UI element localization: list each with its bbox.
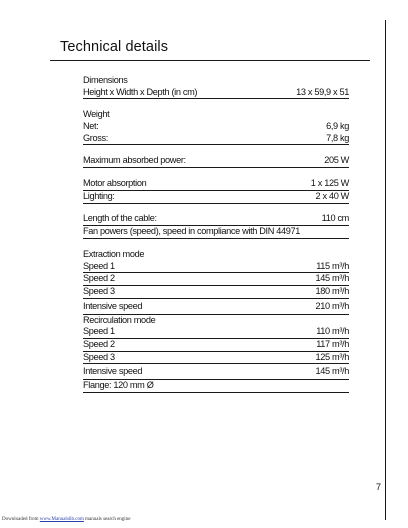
lighting-label: Lighting: bbox=[83, 190, 115, 201]
footer-prefix: Downloaded from bbox=[2, 517, 40, 522]
footer-link[interactable]: www.Manualslib.com bbox=[39, 517, 84, 522]
weight-net-label: Net: bbox=[83, 121, 99, 132]
motor-value: 1 x 125 W bbox=[310, 178, 349, 189]
flange-label: Flange: 120 mm Ø bbox=[83, 380, 154, 391]
fan-note-row bbox=[83, 226, 349, 239]
spec-table bbox=[83, 75, 349, 393]
recirculation-speed-3-label: Speed 3 bbox=[83, 351, 115, 362]
download-footer bbox=[2, 517, 130, 522]
motor-label: Motor absorption bbox=[83, 178, 147, 189]
recirculation-intensive-value: 145 m³/h bbox=[315, 366, 349, 377]
fan-note: Fan powers (speed), speed in compliance with DIN 44971 bbox=[83, 226, 301, 237]
footer-suffix: manuals search engine bbox=[83, 517, 131, 522]
recirculation-row bbox=[83, 326, 349, 339]
extraction-row bbox=[83, 286, 349, 299]
extraction-heading-row bbox=[83, 249, 349, 261]
weight-net-value: 6,9 kg bbox=[326, 121, 349, 132]
power-value: 205 W bbox=[324, 155, 349, 166]
cable-label: Length of the cable: bbox=[83, 213, 157, 224]
weight-gross-label: Gross: bbox=[83, 132, 108, 143]
dimensions-row bbox=[83, 87, 349, 100]
lighting-value: 2 x 40 W bbox=[315, 190, 349, 201]
extraction-speed-1-label: Speed 1 bbox=[83, 260, 115, 271]
recirculation-intensive-label: Intensive speed bbox=[83, 366, 143, 377]
weight-gross-row bbox=[83, 133, 349, 146]
flange-row bbox=[83, 380, 349, 393]
weight-net-row bbox=[83, 121, 349, 133]
recirculation-speed-2-value: 117 m³/h bbox=[316, 338, 349, 349]
cable-row bbox=[83, 214, 349, 227]
dimensions-value: 13 x 59,9 x 51 bbox=[296, 86, 349, 97]
extraction-heading: Extraction mode bbox=[83, 248, 145, 259]
recirculation-speed-1-value: 110 m³/h bbox=[316, 326, 349, 337]
dimensions-heading: Dimensions bbox=[83, 74, 128, 85]
extraction-speed-2-label: Speed 2 bbox=[83, 273, 115, 284]
extraction-intensive-value: 210 m³/h bbox=[315, 300, 349, 311]
title-underline bbox=[50, 60, 370, 61]
dimensions-heading-row bbox=[83, 75, 349, 87]
extraction-speed-1-value: 115 m³/h bbox=[316, 260, 349, 271]
weight-gross-value: 7,8 kg bbox=[326, 132, 349, 143]
dimensions-label: Height x Width x Depth (in cm) bbox=[83, 86, 198, 97]
extraction-row bbox=[83, 273, 349, 286]
recirculation-speed-1-label: Speed 1 bbox=[83, 326, 115, 337]
motor-row bbox=[83, 178, 349, 191]
page-edge-line bbox=[385, 20, 386, 520]
recirculation-speed-3-value: 125 m³/h bbox=[315, 351, 349, 362]
page-number: 7 bbox=[376, 482, 382, 492]
recirculation-row bbox=[83, 339, 349, 352]
recirculation-speed-2-label: Speed 2 bbox=[83, 338, 115, 349]
extraction-speed-3-value: 180 m³/h bbox=[315, 285, 349, 296]
extraction-speed-2-value: 145 m³/h bbox=[315, 273, 349, 284]
section-title: Technical details bbox=[60, 39, 169, 55]
weight-heading-row bbox=[83, 109, 349, 121]
cable-value: 110 cm bbox=[321, 213, 349, 224]
extraction-row bbox=[83, 261, 349, 274]
recirculation-heading: Recirculation mode bbox=[83, 314, 156, 325]
power-label: Maximum absorbed power: bbox=[83, 155, 186, 166]
extraction-intensive-label: Intensive speed bbox=[83, 300, 143, 311]
recirculation-row bbox=[83, 364, 349, 380]
extraction-row bbox=[83, 299, 349, 315]
power-row bbox=[83, 155, 349, 168]
recirculation-row bbox=[83, 352, 349, 365]
extraction-speed-3-label: Speed 3 bbox=[83, 285, 115, 296]
weight-heading: Weight bbox=[83, 109, 110, 120]
recirculation-heading-row bbox=[83, 315, 349, 327]
lighting-row bbox=[83, 191, 349, 204]
